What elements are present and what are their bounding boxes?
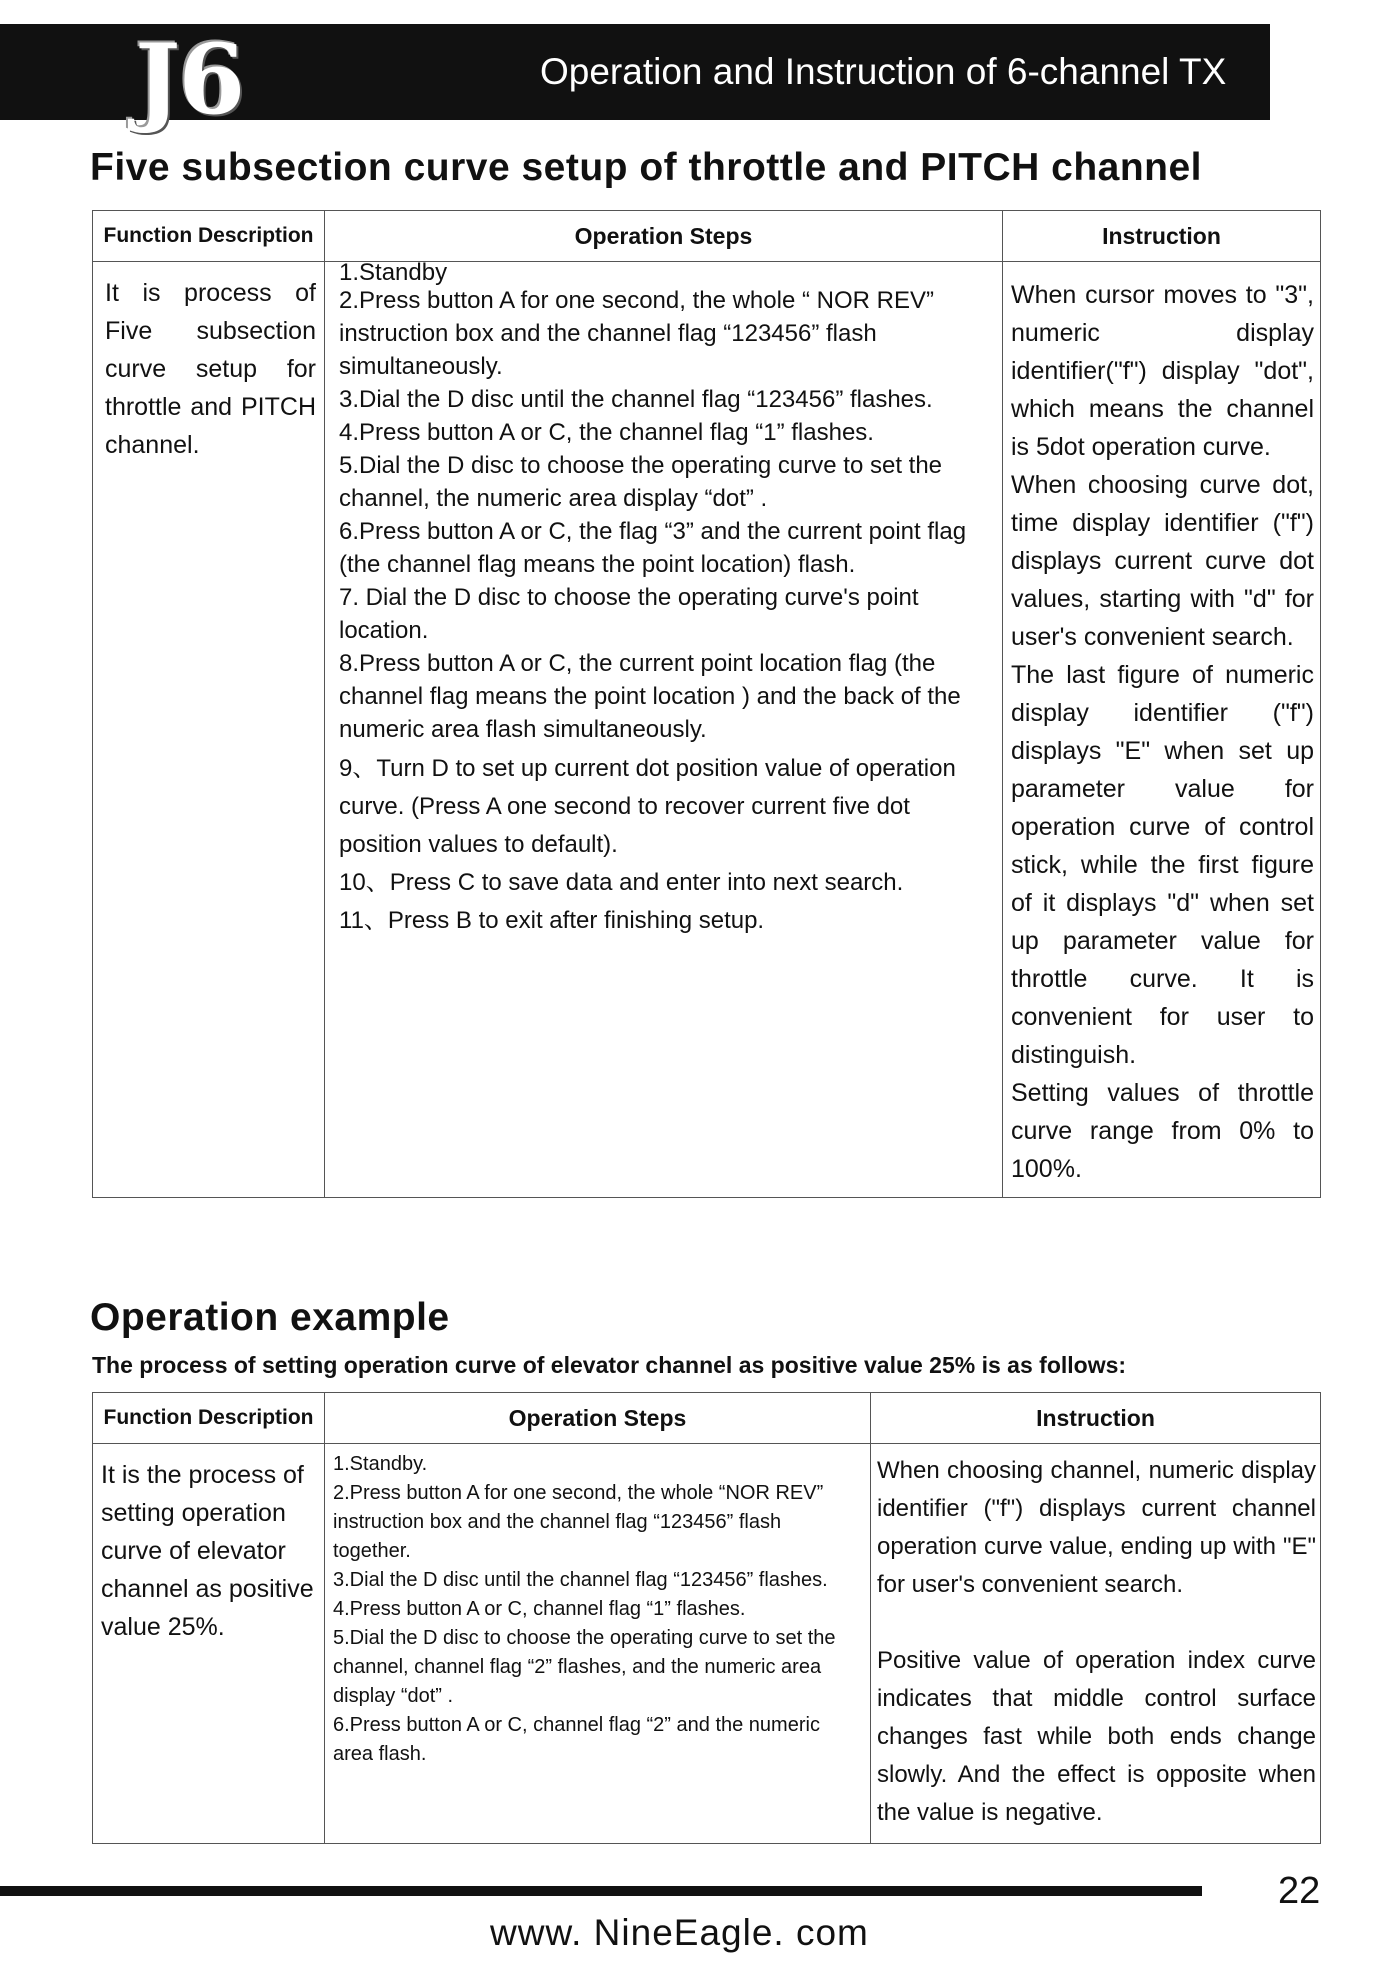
step-item: 5.Dial the D disc to choose the operating curve to set the channel, the numeric area display “dot” . [339, 452, 943, 512]
instruction-text [871, 1444, 1321, 1844]
col-operation-steps: Operation Steps [325, 1393, 871, 1444]
instruction-paragraph: Setting values of throttle curve range from 0% to 100%. [1011, 1079, 1314, 1183]
col-function-description: Function Description [93, 1393, 325, 1444]
footer-website-url: www. NineEagle. com [490, 1912, 869, 1953]
step-item: 2.Press button A for one second, the whole “NOR REV” instruction box and the channel flag “123456” flash together. [333, 1482, 824, 1562]
step-item: 6.Press button A or C, channel flag “2” and the numeric area flash. [333, 1714, 820, 1765]
step-item: 4.Press button A or C, the channel flag “1” flashes. [339, 419, 874, 446]
step-item: 3.Dial the D disc until the channel flag “123456” flashes. [339, 386, 933, 413]
paragraph-spacer [877, 1604, 1316, 1642]
col-function-description: Function Description [93, 211, 325, 262]
step-item: 6.Press button A or C, the flag “3” and the current point flag (the channel flag means the point location) flash. [339, 518, 967, 578]
step-item: 9、Turn D to set up current dot position value of operation curve. (Press A one second to recover current five dot position values to default). [339, 755, 956, 858]
step-item: 10、Press C to save data and enter into next search. [339, 869, 904, 896]
header-title: Operation and Instruction of 6-channel TX [540, 51, 1227, 92]
step-item: 3.Dial the D disc until the channel flag “123456” flashes. [333, 1569, 828, 1591]
instruction-text [1003, 262, 1321, 1198]
step-item: 11、Press B to exit after finishing setup. [339, 907, 765, 934]
operation-steps-list [325, 1444, 871, 1844]
operation-example-subtitle: The process of setting operation curve of elevator channel as positive value 25% is as follows: [92, 1352, 1127, 1378]
step-item: 8.Press button A or C, the current point location flag (the channel flag means the point location ) and the back of the numeric area flash simultaneously. [339, 650, 961, 743]
col-instruction: Instruction [871, 1393, 1321, 1444]
step-item: 1.Standby [339, 259, 448, 286]
step-item: 5.Dial the D disc to choose the operating curve to set the channel, channel flag “2” flashes, and the numeric area display “dot” . [333, 1627, 836, 1707]
instruction-paragraph: When choosing curve dot, time display identifier ("f") displays current curve dot values, starting with "d" for user's convenient search. [1011, 471, 1314, 651]
function-description-text: It is the process of setting operation curve of elevator channel as positive value 25%. [93, 1444, 325, 1844]
step-item: 1.Standby. [333, 1453, 428, 1475]
section-title-throttle-curve: Five subsection curve setup of throttle and PITCH channel [90, 146, 1203, 189]
instruction-paragraph: The last figure of numeric display identifier ("f") displays "E" when set up parameter value for operation curve of control stick, while the first figure of it displays "d" when set up parameter value for throttle curve. It is convenient for user to distinguish. [1011, 661, 1314, 1069]
page-number: 22 [1278, 1870, 1321, 1912]
instruction-paragraph: When choosing channel, numeric display identifier ("f") displays current channel operation curve value, ending up with "E" for user's convenient search. [877, 1457, 1316, 1598]
brand-logo: J6 [135, 23, 244, 136]
throttle-curve-table [92, 210, 1321, 1198]
instruction-paragraph: When cursor moves to "3", numeric display identifier("f") display "dot", which means the channel is 5dot operation curve. [1011, 281, 1314, 461]
operation-steps-list [325, 259, 1003, 1198]
section-title-operation-example: Operation example [90, 1296, 450, 1339]
step-item: 7. Dial the D disc to choose the operating curve's point location. [339, 584, 919, 644]
step-item: 4.Press button A or C, channel flag “1” flashes. [333, 1598, 746, 1620]
instruction-paragraph: Positive value of operation index curve indicates that middle control surface changes fast while both ends change slowly. And the effect is opposite when the value is negative. [877, 1647, 1316, 1826]
header-bar [0, 23, 1270, 136]
operation-example-table [92, 1392, 1321, 1844]
col-operation-steps: Operation Steps [325, 211, 1003, 262]
footer-bar [0, 1886, 1202, 1896]
col-instruction: Instruction [1003, 211, 1321, 262]
function-description-text: It is process of Five subsection curve setup for throttle and PITCH channel. [93, 262, 325, 1198]
step-item: 2.Press button A for one second, the whole “ NOR REV” instruction box and the channel flag “123456” flash simultaneously. [339, 287, 934, 380]
